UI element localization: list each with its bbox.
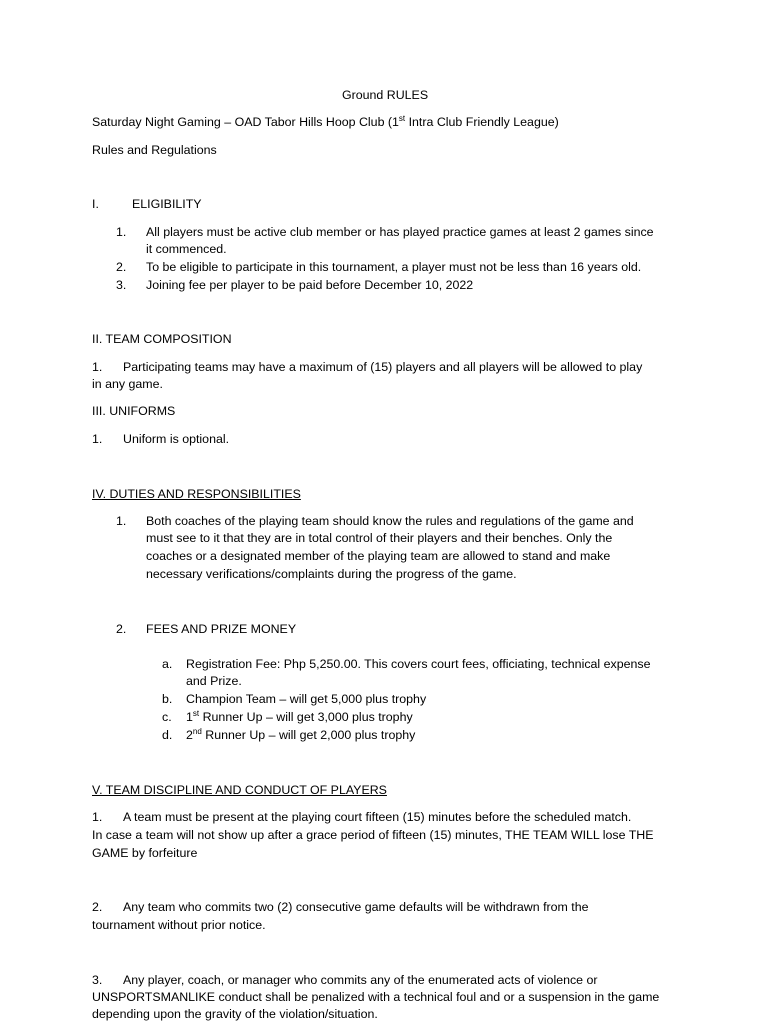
list-item: All players must be active club member or has played practice games at least 2 games since [146, 225, 654, 239]
document-title: Ground RULES [342, 88, 429, 102]
paragraph-line: Any team who commits two (2) consecutive game defaults will be withdrawn from the [123, 900, 589, 914]
list-item-continued: necessary verifications/complaints during the progress of the game. [146, 567, 517, 581]
sub-list-label: d. [162, 728, 173, 742]
paragraph-line: tournament without prior notice. [92, 918, 266, 932]
paragraph-line: UNSPORTSMANLIKE conduct shall be penalized with a technical foul and or a suspension in the game [92, 990, 660, 1004]
paragraph-line: Participating teams may have a maximum of (15) players and all players will be allowed to play [123, 360, 643, 374]
sub-list-item [186, 727, 415, 745]
paragraph-line: In case a team will not show up after a grace period of fifteen (15) minutes, THE TEAM WILL lose THE [92, 828, 654, 842]
paragraph-line: depending upon the gravity of the violation/situation. [92, 1007, 378, 1021]
list-item: Both coaches of the playing team should know the rules and regulations of the game and [146, 514, 634, 528]
paragraph-line: A team must be present at the playing court fifteen (15) minutes before the scheduled match. [123, 810, 632, 824]
sub-list-item: Champion Team – will get 5,000 plus trophy [186, 692, 427, 706]
list-number: 2. [116, 622, 127, 636]
list-number: 2. [116, 260, 127, 274]
list-number: 3. [116, 278, 127, 292]
rules-heading: Rules and Regulations [92, 143, 217, 157]
list-number: 1. [116, 225, 127, 239]
sub-list-item-continued: and Prize. [186, 674, 242, 688]
document-subtitle [92, 114, 559, 132]
sub-list-label: b. [162, 692, 173, 706]
list-item-continued: must see to it that they are in total control of their players and their benches. Only the [146, 531, 613, 545]
list-item-continued: coaches or a designated member of the playing team are allowed to stand and make [146, 549, 611, 563]
list-number: 1. [92, 810, 103, 824]
duties-heading: IV. DUTIES AND RESPONSIBILITIES [92, 487, 301, 501]
ordinal-suffix: nd [192, 727, 202, 736]
list-item: Joining fee per player to be paid before December 10, 2022 [146, 278, 474, 292]
list-number: 1. [116, 514, 127, 528]
ordinal-suffix: st [192, 709, 200, 718]
sub-list-label: c. [162, 710, 172, 724]
sub-list-item [186, 709, 413, 727]
eligibility-heading: ELIGIBILITY [132, 197, 202, 211]
subtitle-text: Saturday Night Gaming – OAD Tabor Hills Hoop Club (1 [92, 115, 399, 129]
ordinal-number: 2 [186, 728, 193, 742]
sub-list-label: a. [162, 657, 173, 671]
discipline-heading: V. TEAM DISCIPLINE AND CONDUCT OF PLAYERS [92, 783, 387, 797]
list-number: 1. [92, 432, 103, 446]
prize-text: Runner Up – will get 3,000 plus trophy [199, 710, 413, 724]
paragraph-line: Any player, coach, or manager who commits any of the enumerated acts of violence or [123, 973, 598, 987]
ordinal-number: 1 [186, 710, 193, 724]
fees-heading: FEES AND PRIZE MONEY [146, 622, 297, 636]
list-number: 2. [92, 900, 103, 914]
list-item: To be eligible to participate in this tournament, a player must not be less than 16 years old. [146, 260, 642, 274]
section-numeral: I. [92, 197, 99, 211]
sub-list-item: Registration Fee: Php 5,250.00. This covers court fees, officiating, technical expense [186, 657, 651, 671]
subtitle-superscript: st [398, 114, 406, 123]
paragraph-line: in any game. [92, 377, 163, 391]
subtitle-text-end: Intra Club Friendly League) [405, 115, 559, 129]
uniforms-heading: III. UNIFORMS [92, 404, 176, 418]
prize-text: Runner Up – will get 2,000 plus trophy [201, 728, 416, 742]
list-item-continued: it commenced. [146, 242, 227, 256]
list-number: 3. [92, 973, 103, 987]
list-number: 1. [92, 360, 103, 374]
paragraph-line: GAME by forfeiture [92, 846, 198, 860]
paragraph-line: Uniform is optional. [123, 432, 230, 446]
team-composition-heading: II. TEAM COMPOSITION [92, 332, 232, 346]
